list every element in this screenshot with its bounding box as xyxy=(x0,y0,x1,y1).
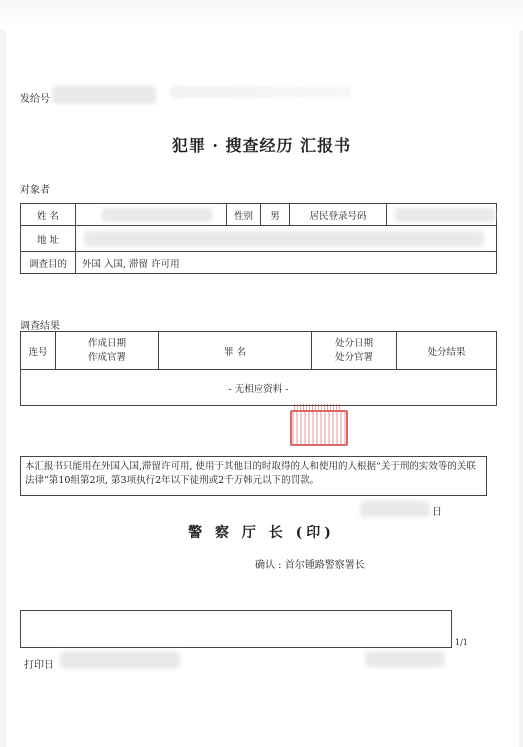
subject-table xyxy=(20,203,497,274)
address-label: 地 址 xyxy=(21,226,76,252)
print-info-box xyxy=(20,610,452,648)
gender-label: 性别 xyxy=(227,204,261,226)
col-crime-header: 罪 名 xyxy=(159,332,312,370)
gender-value: 男 xyxy=(261,204,290,226)
redacted-print-info xyxy=(365,651,445,667)
redacted-address xyxy=(84,231,484,247)
usage-notice: 本汇报书只能用在外国入国,滞留许可用, 使用于其他目的时取得的人和使用的人根据“关于刑的实效等的关联法律”第10组第2项, 第3项执行2年以下徒刑或2千万韩元以下的罚款。 xyxy=(20,456,487,496)
page-indicator: 1/1 xyxy=(455,638,468,647)
resident-no-value-cell xyxy=(387,204,497,226)
faded-watermark-text xyxy=(170,86,350,98)
confirmation-line: 确认 : 首尔锺路警察署长 xyxy=(255,560,365,571)
results-table xyxy=(20,331,497,406)
col-disposal-date-line2: 处分官署 xyxy=(334,351,373,363)
resident-no-label: 居民登录号码 xyxy=(290,204,387,226)
name-value-cell xyxy=(76,204,227,226)
date-suffix: 日 xyxy=(432,507,442,518)
issue-number-label: 发给号 xyxy=(20,94,50,105)
print-date-label: 打印日 xyxy=(24,660,54,671)
name-label: 姓 名 xyxy=(21,204,76,226)
official-seal xyxy=(290,410,348,446)
col-date-header xyxy=(56,332,159,370)
redacted-issue-date xyxy=(360,501,430,517)
redacted-issue-number xyxy=(52,86,156,104)
document-title: 犯罪 · 搜查经历 汇报书 xyxy=(171,136,352,155)
col-disposal-date-header xyxy=(312,332,397,370)
col-disposal-result-header: 处分结果 xyxy=(397,332,497,370)
purpose-value: 外国 入国, 滞留 许可用 xyxy=(76,252,497,274)
col-disposal-date-line1: 处分日期 xyxy=(334,337,373,349)
issuer-signature: 警 察 厅 长 (印) xyxy=(188,525,335,541)
subject-section-label: 对象者 xyxy=(20,185,50,196)
address-value-cell xyxy=(76,226,497,252)
redacted-resident-number xyxy=(395,208,495,222)
redacted-print-date xyxy=(60,651,180,669)
no-records-message: - 无相应资料 - xyxy=(21,370,497,406)
col-date-line2: 作成官署 xyxy=(87,351,126,363)
results-section-label: 调查结果 xyxy=(20,321,60,332)
redacted-name xyxy=(102,208,212,222)
purpose-label: 调查目的 xyxy=(21,252,76,274)
page-top-edge xyxy=(0,0,523,30)
col-number-header: 连号 xyxy=(21,332,56,370)
col-date-line1: 作成日期 xyxy=(87,337,126,349)
